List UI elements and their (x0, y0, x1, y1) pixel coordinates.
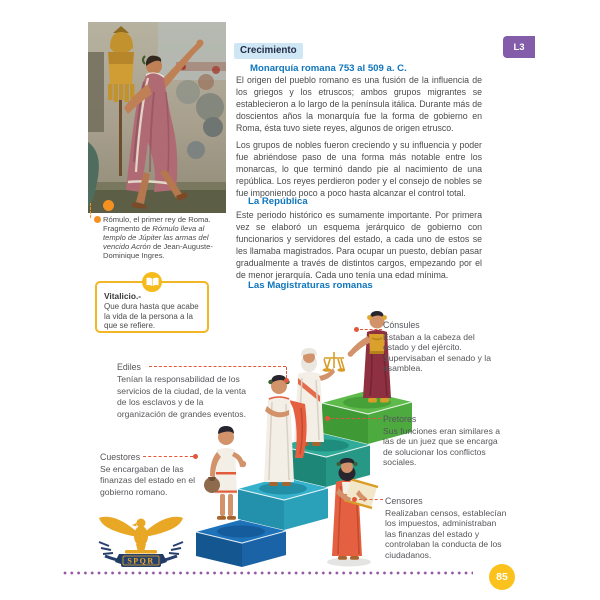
label-censores (385, 496, 507, 560)
romulus-painting-image (88, 22, 226, 213)
magistracy-description: Se encargaban de las finanzas del estado en el gobierno romano. (100, 464, 196, 497)
monarchy-heading: Monarquía romana 753 al 509 a. C. (250, 63, 407, 74)
scales-icon (324, 352, 344, 369)
section-title: Crecimiento (234, 43, 303, 59)
connector-dot (354, 327, 359, 332)
label-cuestores (100, 452, 204, 498)
caption-bullet-icon (94, 216, 101, 223)
magistracy-name: Cónsules (383, 320, 420, 330)
caption-dotted-line (90, 203, 91, 218)
connector-dot (284, 378, 289, 383)
footer-dotted-divider (63, 571, 473, 575)
vocab-definition: Que dura hasta que acabe la vida de la persona a la que se refiere. (104, 302, 199, 331)
magistracy-description: Sus funciones eran similares a las de un juez que se encarga de solucionar los conflictos sociales. (383, 426, 501, 468)
magistracy-name: Pretores (383, 414, 417, 424)
connector-dot (193, 454, 198, 459)
connector-censores (359, 499, 383, 500)
connector-dot (325, 416, 330, 421)
label-ediles (117, 362, 249, 420)
caption-anchor-dot (103, 200, 114, 211)
open-book-icon (142, 272, 162, 292)
magistracy-name: Ediles (117, 362, 141, 372)
vocab-term: Vitalicio.- (104, 291, 142, 301)
lesson-badge-label: L3 (513, 41, 525, 53)
connector-dot (352, 497, 357, 502)
monarchy-paragraph-1: El origen del pueblo romano es una fusión de la influencia de los griegos y los etruscos; ambos grupos migrantes se establecieron a lo largo de la península itálica. Durante más de doscientos años la monarquía fue la forma de gobierno en Roma, ésta tuvo siete reyes, algunos de origen etrusco. (236, 75, 482, 134)
money-pouch-icon (204, 477, 220, 493)
page-number-badge (489, 564, 515, 590)
caption-artwork-title: Rómulo lleva al templo de Júpiter las armas del vencido Acrón (103, 224, 209, 251)
monarchy-paragraph-2: Los grupos de nobles fueron creciendo y su influencia y poder fue abriéndose paso de una forma más notable entre los monarcas, lo que terminó dando pie al nacimiento de una república. Los reyes perdieron poder y el consejo de nobles se fue imponiendo poco a poco hasta alcanzar el control total. (236, 140, 482, 199)
magistracy-description: Realizaban censos, establecían los impuestos, administraban las finanzas del estado y controlaban la conducta de los ciudadanos. (385, 508, 507, 560)
figure-censores (317, 456, 381, 568)
magistracy-name: Cuestores (100, 452, 141, 462)
caption-text: Rómulo, el primer rey de Roma. Fragmento de (103, 215, 211, 233)
page-number: 85 (496, 571, 508, 583)
connector-ediles-vertical (286, 367, 287, 378)
painting-caption (103, 215, 213, 260)
magistratures-heading: Las Magistraturas romanas (248, 280, 373, 291)
magistracy-description: Tenían la responsabilidad de los servicios de la ciudad, de la venta de los esclavos y de la organización de grandes eventos. (117, 374, 246, 419)
connector-pretores (331, 418, 381, 419)
figure-cuestores (200, 424, 250, 526)
lesson-badge (503, 36, 535, 58)
connector-consules (360, 329, 382, 330)
magistracy-name: Censores (385, 496, 423, 506)
label-consules (383, 320, 497, 374)
magistracy-description: Estaban a la cabeza del estado y del ejército. Supervisaban el senado y la asamblea. (383, 332, 491, 374)
vocabulary-box (95, 281, 209, 333)
spqr-eagle-icon (95, 512, 187, 570)
connector-ediles (149, 366, 286, 367)
connector-cuestores (143, 456, 193, 457)
republic-heading: La República (248, 196, 308, 207)
spqr-text: SPQR (127, 556, 155, 566)
figure-ediles (249, 374, 311, 492)
label-pretores (383, 414, 505, 468)
caption-artist: de Jean-Auguste-Dominique Ingres. (103, 242, 213, 260)
republic-paragraph: Este periodo histórico es sumamente importante. Por primera vez se elaboró un esquema jerárquico de gobierno con funcionarios y servidores del estado, a cada uno de estos se les llamaba magistrados. Para ocupar un puesto, debían pasar gradualmente a través de distintos cargos, empezando por el de menor jerarquía. Cada uno tenía una edad mínima. (236, 210, 482, 281)
